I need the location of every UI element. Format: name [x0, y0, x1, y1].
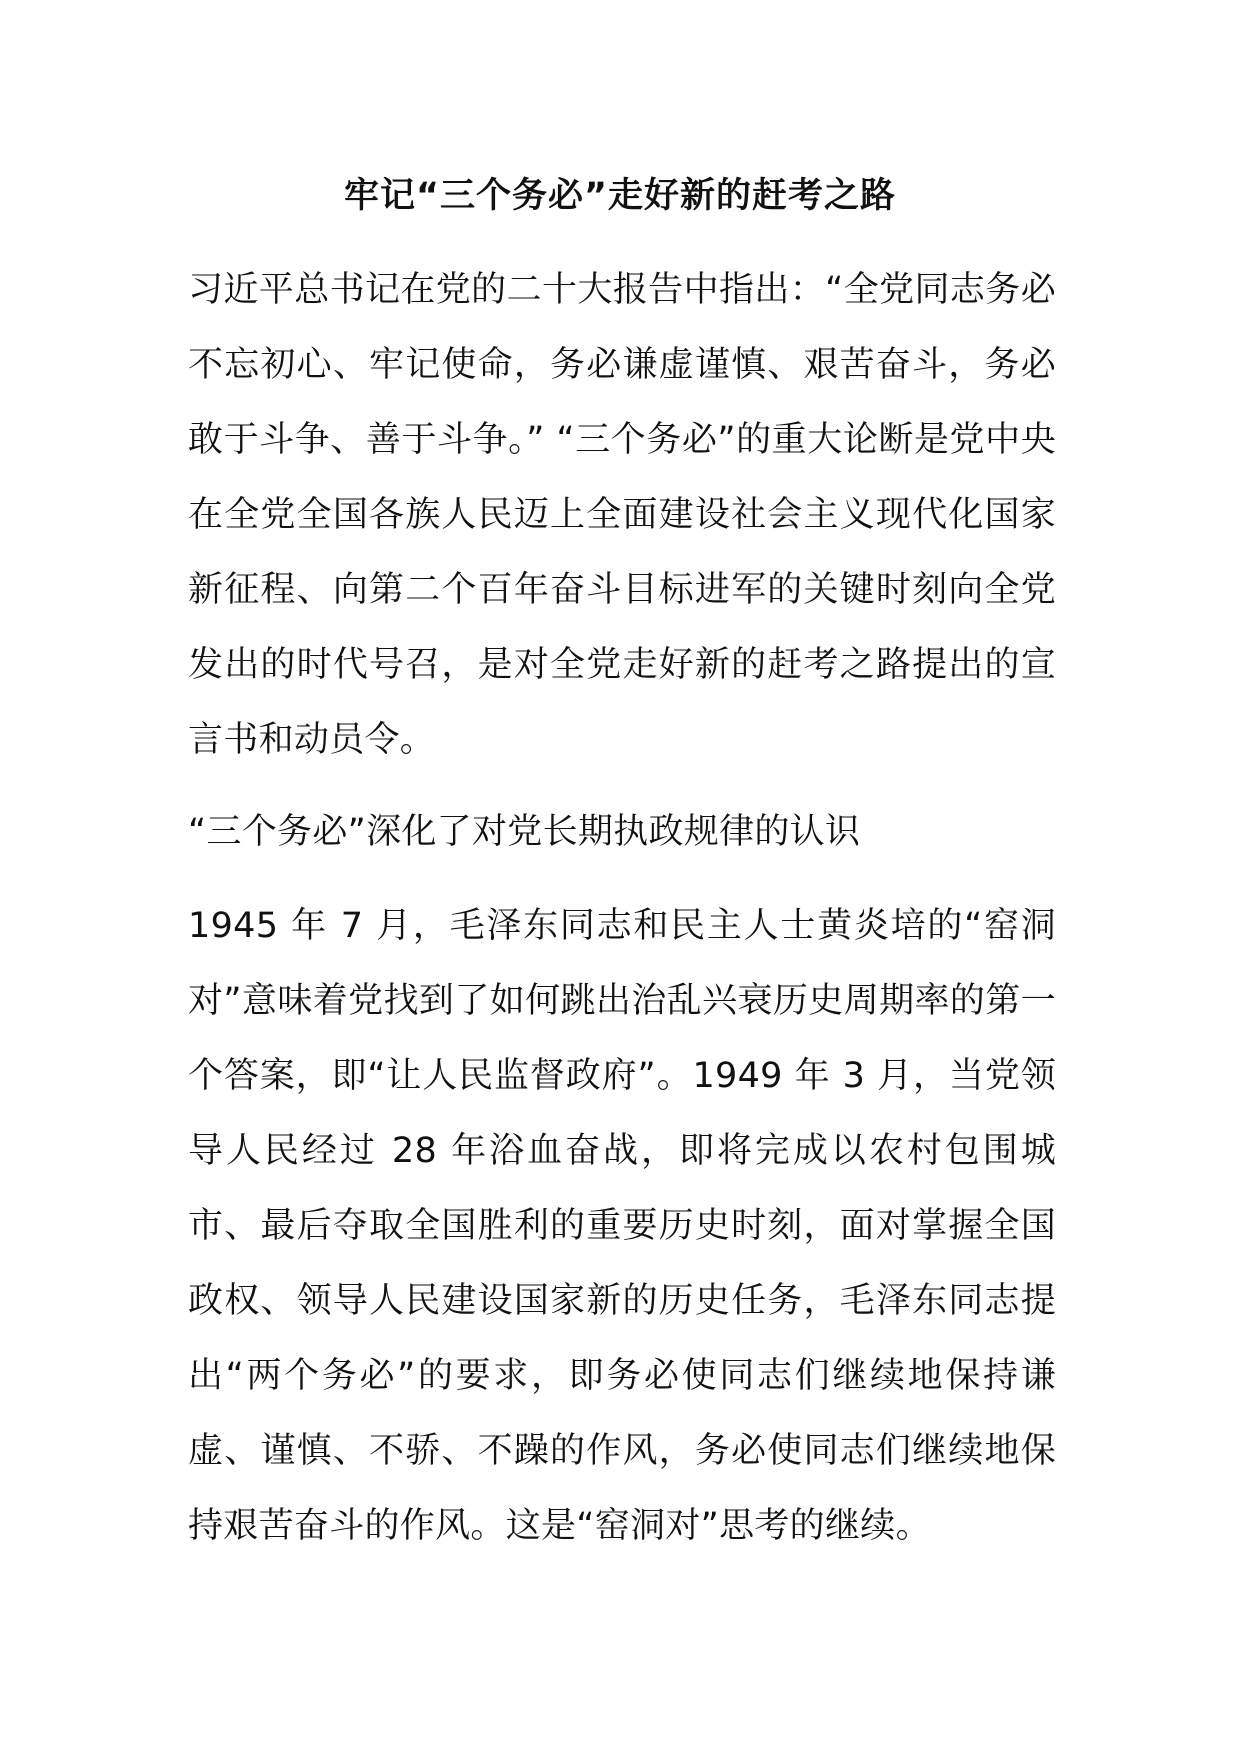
paragraph-history: 1945 年 7 月，毛泽东同志和民主人士黄炎培的“窑洞对”意味着党找到了如何跳出治乱兴衰历史周期率的第一个答案，即“让人民监督政府”。1949 年 3 月，当党领导人民经过 28 年浴血奋战，即将完成以农村包围城市、最后夺取全国胜利的重要历史时刻，面对掌握全国政权、领导人民建设国家新的历史任务，毛泽东同志提出“两个务必”的要求，即务必使同志们继续地保持谦虚、谨慎、不骄、不躁的作风，务必使同志们继续地保持艰苦奋斗的作风。这是“窑洞对”思考的继续。 [188, 906, 1056, 1546]
paragraph-intro: 习近平总书记在党的二十大报告中指出：“全党同志务必不忘初心、牢记使命，务必谦虚谨慎、艰苦奋斗，务必敢于斗争、善于斗争。” “三个务必”的重大论断是党中央在全党全国各族人民迈上全面建设社会主义现代化国家新征程、向第二个百年奋斗目标进军的关键时刻向全党发出的时代号召，是对全党走好新的赶考之路提出的宣言书和动员令。 [188, 270, 1056, 760]
section-heading: “三个务必”深化了对党长期执政规律的认识 [188, 812, 861, 852]
document-title: 牢记“三个务必”走好新的赶考之路 [343, 176, 896, 216]
